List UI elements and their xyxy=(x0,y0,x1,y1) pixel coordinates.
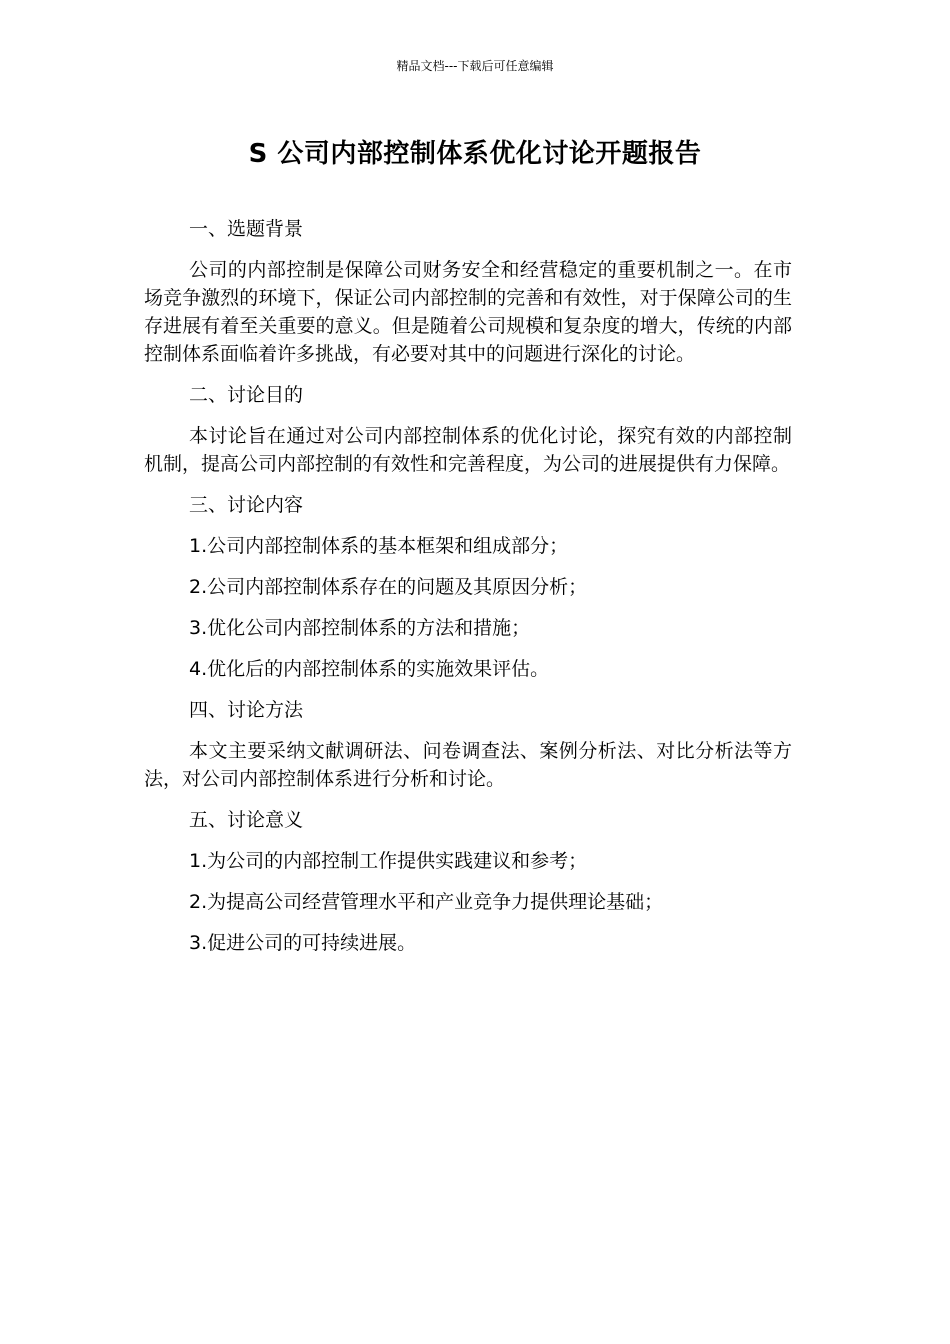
document-title: S 公司内部控制体系优化讨论开题报告 xyxy=(248,139,702,169)
list-item: 2.为提高公司经营管理水平和产业竞争力提供理论基础； xyxy=(189,891,664,913)
section-heading-purpose: 二、讨论目的 xyxy=(189,384,304,406)
section-heading-content: 三、讨论内容 xyxy=(189,494,304,516)
section-heading-background: 一、选题背景 xyxy=(189,218,304,240)
header-note: 精品文档---下载后可任意编辑 xyxy=(396,59,554,73)
section-paragraph-purpose: 本讨论旨在通过对公司内部控制体系的优化讨论，探究有效的内部控制机制，提高公司内部控制的有效性和完善程度，为公司的进展提供有力保障。 xyxy=(144,425,792,475)
list-item: 4.优化后的内部控制体系的实施效果评估。 xyxy=(189,658,550,680)
list-item: 1.公司内部控制体系的基本框架和组成部分； xyxy=(189,535,569,557)
section-paragraph-method: 本文主要采纳文献调研法、问卷调查法、案例分析法、对比分析法等方法，对公司内部控制体系进行分析和讨论。 xyxy=(144,740,792,790)
list-item: 1.为公司的内部控制工作提供实践建议和参考； xyxy=(189,850,588,872)
list-item: 3.促进公司的可持续进展。 xyxy=(189,932,417,954)
section-paragraph-background: 公司的内部控制是保障公司财务安全和经营稳定的重要机制之一。在市场竞争激烈的环境下，保证公司内部控制的完善和有效性，对于保障公司的生存进展有着至关重要的意义。但是随着公司规模和复杂度的增大，传统的内部控制体系面临着许多挑战，有必要对其中的问题进行深化的讨论。 xyxy=(144,259,792,365)
section-heading-significance: 五、讨论意义 xyxy=(189,809,304,831)
document-body xyxy=(144,215,792,970)
list-item: 3.优化公司内部控制体系的方法和措施； xyxy=(189,617,531,639)
section-heading-method: 四、讨论方法 xyxy=(189,699,304,721)
list-item: 2.公司内部控制体系存在的问题及其原因分析； xyxy=(189,576,588,598)
